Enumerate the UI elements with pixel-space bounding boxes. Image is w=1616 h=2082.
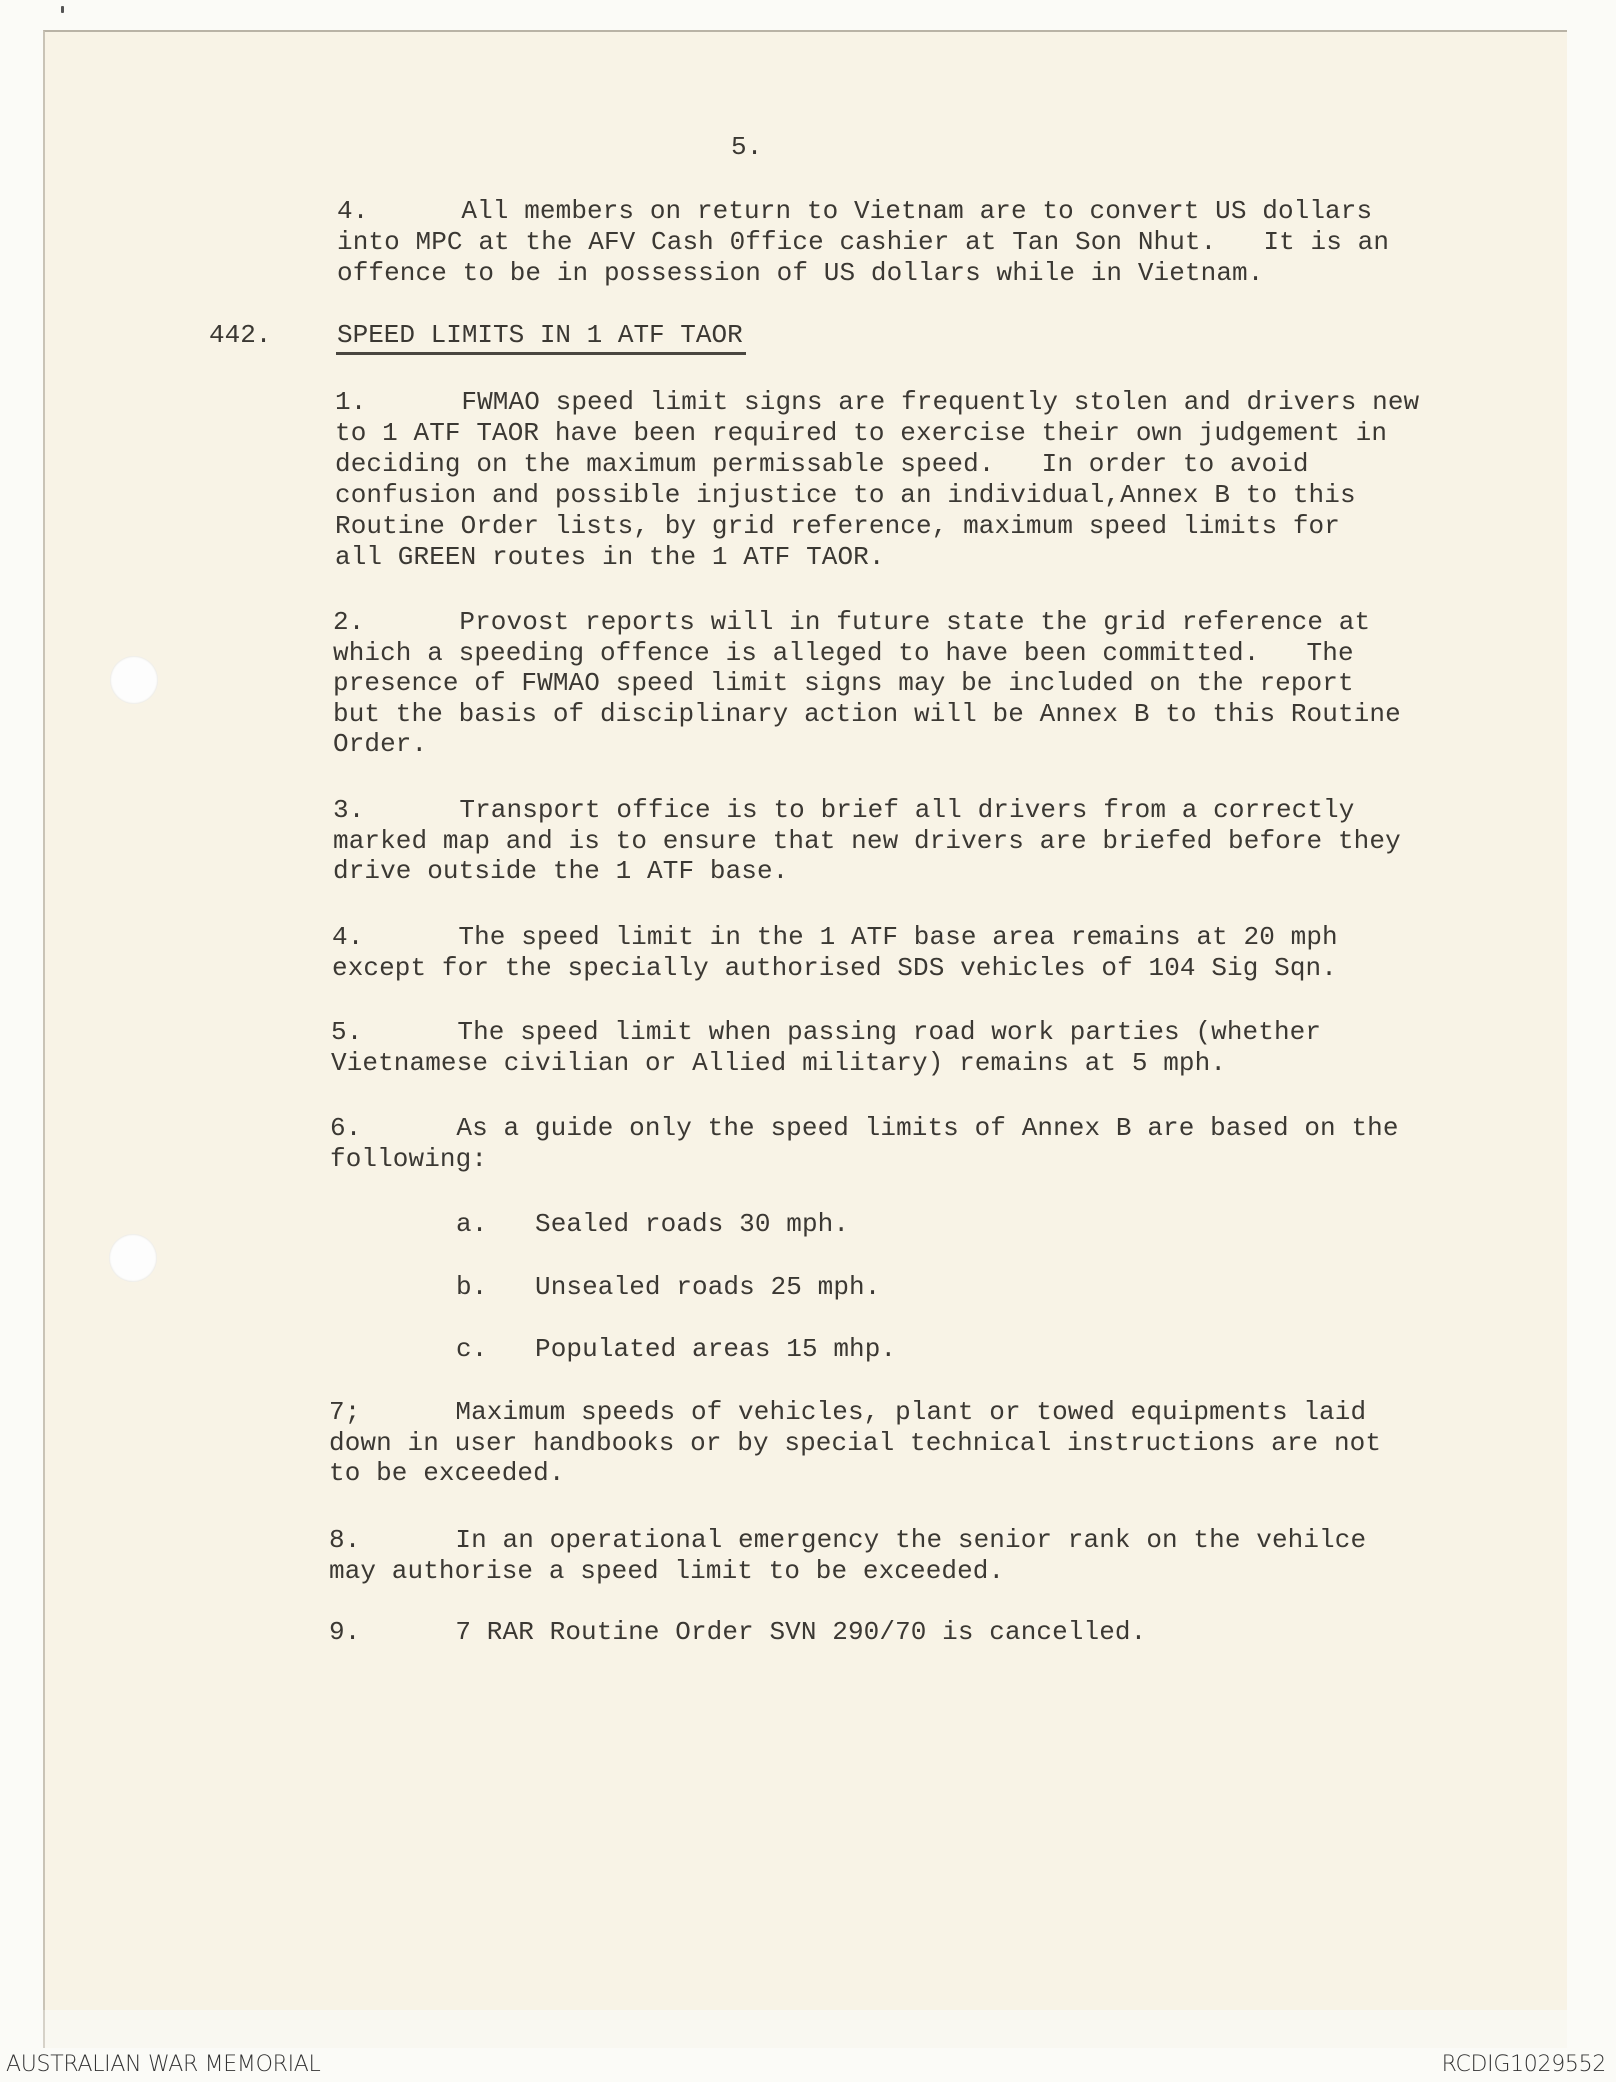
paragraph-line: [330, 1113, 1399, 1143]
paragraph-line: following:: [330, 1144, 488, 1174]
section-number: 442.: [209, 320, 272, 350]
paragraph-number: 1.: [335, 387, 367, 417]
paragraph-number: 4.: [337, 196, 369, 226]
paragraph-line: marked map and is to ensure that new drivers are briefed before they: [333, 826, 1401, 856]
paragraph-text: The speed limit when passing road work parties (whether: [457, 1017, 1322, 1047]
paragraph-text: 7 RAR Routine Order SVN 290/70 is cancelled.: [455, 1617, 1147, 1647]
section-title-underline: [336, 352, 746, 355]
paragraph-line: offence to be in possession of US dollars while in Vietnam.: [337, 258, 1264, 288]
paragraph-line: [332, 922, 1338, 952]
paragraph-line: may authorise a speed limit to be exceeded.: [329, 1556, 1005, 1586]
sub-item-label: c.: [456, 1334, 488, 1364]
paragraph-line: but the basis of disciplinary action will be Annex B to this Routine: [333, 699, 1401, 729]
paragraph-text: Provost reports will in future state the grid reference at: [459, 607, 1371, 637]
paragraph-text: Maximum speeds of vehicles, plant or towed equipments laid: [455, 1397, 1367, 1427]
paragraph-number: 5.: [331, 1017, 363, 1047]
paragraph-line: into MPC at the AFV Cash 0ffice cashier at Tan Son Nhut. It is an: [337, 227, 1390, 257]
paragraph-line: [333, 607, 1370, 637]
paragraph-number: 4.: [332, 922, 364, 952]
paragraph-line: [331, 1017, 1321, 1047]
paragraph-line: all GREEN routes in the 1 ATF TAOR.: [335, 542, 885, 572]
paragraph-line: to 1 ATF TAOR have been required to exercise their own judgement in: [335, 418, 1388, 448]
paragraph-text: The speed limit in the 1 ATF base area remains at 20 mph: [458, 922, 1338, 952]
sub-item-label: b.: [456, 1272, 488, 1302]
paragraph-line: deciding on the maximum permissable speed. In order to avoid: [335, 449, 1309, 479]
paragraph-line: to be exceeded.: [329, 1458, 565, 1488]
footer-archive-name: AUSTRALIAN WAR MEMORIAL: [6, 2052, 321, 2077]
paragraph-text: FWMAO speed limit signs are frequently stolen and drivers new: [461, 387, 1420, 417]
paragraph-line: [329, 1525, 1366, 1555]
paragraph-text: In an operational emergency the senior rank on the vehilce: [455, 1525, 1367, 1555]
paragraph-number: 8.: [329, 1525, 361, 1555]
paragraph-line: drive outside the 1 ATF base.: [333, 856, 789, 886]
sub-item-label: a.: [456, 1209, 488, 1239]
paragraph-line: [335, 387, 1419, 417]
sub-item-text: Sealed roads 30 mph.: [535, 1209, 850, 1239]
footer-record-id: RCDIG1029552: [1441, 2052, 1606, 2077]
paragraph-line: Vietnamese civilian or Allied military) remains at 5 mph.: [331, 1048, 1227, 1078]
paragraph-number: 3.: [333, 795, 365, 825]
paragraph-text: Transport office is to brief all drivers from a correctly: [459, 795, 1355, 825]
paragraph-number: 9.: [329, 1617, 361, 1647]
paragraph-line: [329, 1397, 1366, 1427]
paragraph-number: 6.: [330, 1113, 362, 1143]
paper-bottom-strip: [43, 2010, 1567, 2048]
paragraph-line: confusion and possible injustice to an individual,Annex B to this: [335, 480, 1356, 510]
sub-item-text: Populated areas 15 mhp.: [535, 1334, 897, 1364]
paragraph-line: [329, 1617, 1146, 1647]
paragraph-line: Routine Order lists, by grid reference, maximum speed limits for: [335, 511, 1340, 541]
ink-speck: [61, 6, 64, 13]
punch-hole: [110, 656, 158, 704]
page-number: 5.: [731, 132, 763, 162]
paragraph-line: [333, 795, 1354, 825]
punch-hole: [109, 1234, 157, 1282]
section-title: SPEED LIMITS IN 1 ATF TAOR: [337, 320, 743, 350]
paragraph-line: 4. All members on return to Vietnam are to convert US dollars: [337, 196, 1373, 226]
paragraph-number: 2.: [333, 607, 365, 637]
paragraph-line: Order.: [333, 729, 428, 759]
paragraph-text: As a guide only the speed limits of Annex B are based on the: [456, 1113, 1399, 1143]
sub-item-text: Unsealed roads 25 mph.: [535, 1272, 881, 1302]
paragraph-line: down in user handbooks or by special technical instructions are not: [329, 1428, 1382, 1458]
paragraph-line: presence of FWMAO speed limit signs may be included on the report: [333, 668, 1354, 698]
paragraph-line: except for the specially authorised SDS vehicles of 104 Sig Sqn.: [332, 953, 1337, 983]
paragraph-line: which a speeding offence is alleged to have been committed. The: [333, 638, 1354, 668]
paragraph-number: 7;: [329, 1397, 361, 1427]
